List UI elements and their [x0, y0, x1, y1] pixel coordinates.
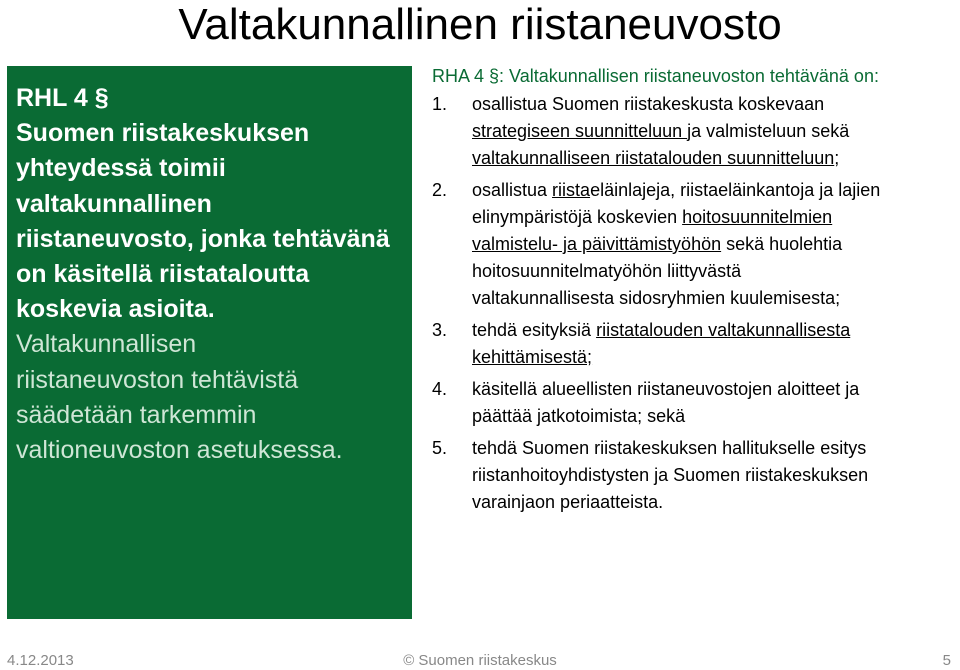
- duty-text-line: [472, 258, 960, 285]
- duty-item: [432, 177, 960, 312]
- duty-item: [432, 91, 960, 172]
- text-segment: ja valmisteluun sekä: [687, 121, 850, 141]
- duty-item: [432, 376, 960, 430]
- text-segment: eläinlajeja, riistaeläinkantoja ja lajien: [590, 180, 881, 200]
- duty-text-line: [472, 231, 960, 258]
- underlined-text: riista: [552, 180, 591, 200]
- text-segment: päättää jatkotoimista; sekä: [472, 406, 686, 426]
- duty-number: 4.: [432, 379, 448, 399]
- text-segment: varainjaon periaatteista.: [472, 492, 664, 512]
- underlined-text: valmistelu- ja päivittämistyöhön: [472, 234, 722, 254]
- underlined-text: valtakunnalliseen riistatalouden suunnitteluun: [472, 148, 835, 168]
- text-segment: elinympäristöjä koskevien: [472, 207, 683, 227]
- text-segment: ;: [834, 148, 840, 168]
- duty-text-line: [472, 177, 960, 204]
- slide-title: Valtakunnallinen riistaneuvosto: [178, 0, 782, 49]
- duty-text-line: [472, 91, 960, 118]
- duty-text-line: [472, 376, 960, 403]
- text-segment: valtakunnallisesta sidosryhmien kuulemisesta;: [472, 288, 841, 308]
- law-heading: RHL 4 §: [16, 84, 109, 112]
- text-segment: riistanhoitoyhdistysten ja Suomen riistakeskuksen: [472, 465, 869, 485]
- box-line: Valtakunnallisen: [16, 330, 197, 359]
- text-segment: käsitellä alueellisten riistaneuvostojen aloitteet ja: [472, 379, 860, 399]
- duty-text-line: [472, 145, 960, 172]
- duty-text-line: [472, 489, 960, 516]
- duty-text: [472, 177, 960, 312]
- page-number: 5: [942, 652, 951, 669]
- underlined-text: strategiseen suunnitteluun: [472, 121, 688, 141]
- duty-text-line: [472, 204, 960, 231]
- text-segment: osallistua Suomen riistakeskusta koskevaan: [472, 94, 825, 114]
- text-segment: hoitosuunnitelmatyöhön liittyvästä: [472, 261, 742, 281]
- law-quote-box: [7, 66, 412, 619]
- duty-item: [432, 435, 960, 516]
- duty-number: 5.: [432, 438, 448, 458]
- box-line: Suomen riistakeskuksen: [16, 119, 310, 148]
- box-line: säädetään tarkemmin: [16, 400, 257, 429]
- underlined-text: riistatalouden valtakunnallisesta: [596, 320, 851, 340]
- duty-text-line: [472, 403, 960, 430]
- duty-text: [472, 317, 960, 371]
- footer-copyright: © Suomen riistakeskus: [403, 652, 557, 669]
- box-line: riistaneuvoston tehtävistä: [16, 365, 299, 394]
- underlined-text: hoitosuunnitelmien: [682, 207, 833, 227]
- box-line: koskevia asioita.: [16, 295, 215, 324]
- duty-number: 2.: [432, 180, 448, 200]
- box-line: on käsitellä riistataloutta: [16, 260, 310, 289]
- duties-intro: RHA 4 §: Valtakunnallisen riistaneuvoston tehtävänä on:: [432, 66, 879, 86]
- duty-number: 3.: [432, 320, 448, 340]
- law-paragraph: [16, 116, 404, 327]
- text-segment: osallistua: [472, 180, 553, 200]
- text-segment: tehdä Suomen riistakeskuksen hallitukselle esitys: [472, 438, 867, 458]
- duty-text-line: [472, 435, 960, 462]
- duty-text: [472, 91, 960, 172]
- text-segment: tehdä esityksiä: [472, 320, 597, 340]
- duties-list: [432, 91, 960, 516]
- duties-section: [432, 63, 960, 521]
- duty-number: 1.: [432, 94, 448, 114]
- duty-text-line: [472, 344, 960, 371]
- duty-item: [432, 317, 960, 371]
- underlined-text: kehittämisestä;: [472, 347, 593, 367]
- box-line: riistaneuvosto, jonka tehtävänä: [16, 224, 390, 253]
- box-line: yhteydessä toimii: [16, 154, 226, 183]
- duty-text-line: [472, 317, 960, 344]
- duty-text-line: [472, 462, 960, 489]
- duty-text-line: [472, 285, 960, 312]
- duty-text-line: [472, 118, 960, 145]
- duty-text: [472, 435, 960, 516]
- box-line: valtakunnallinen: [16, 189, 212, 218]
- decree-paragraph: [16, 327, 404, 468]
- footer-date: 4.12.2013: [7, 652, 74, 669]
- duty-text: [472, 376, 960, 430]
- slide-footer: [0, 652, 960, 670]
- text-segment: sekä huolehtia: [721, 234, 843, 254]
- box-line: valtioneuvoston asetuksessa.: [16, 436, 343, 465]
